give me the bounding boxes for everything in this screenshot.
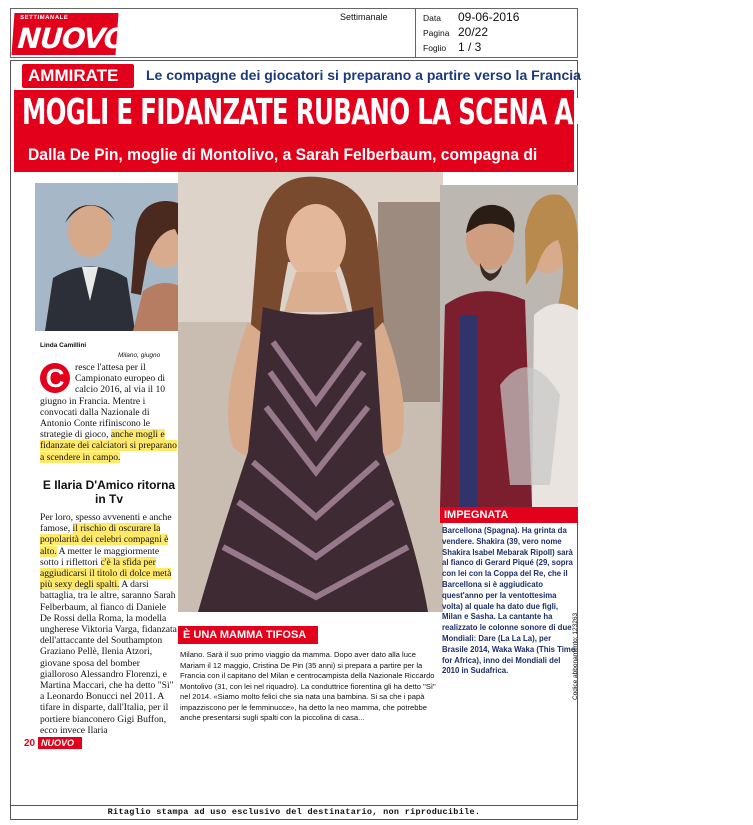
headline: MOGLI E FIDANZATE RUBANO LA SCENA AI CALCIATORI:: [22, 92, 753, 133]
caption-right-title: IMPEGNATA: [440, 507, 578, 523]
page-number: 20: [24, 738, 36, 749]
body-text-c: A darsi battaglia, tra le altre, saranno Sarah Felberbaum, al fianco di Daniele De Rossi della Roma, la modella ungherese Viktoria Varga, fidanzata dell'attaccante del Southampton Graziano Pellè, Ilenia Atzori, giovane sposa del bomber gialloroso Alessandro Florenzi, e Martina Maccari, che ha detto "Sì" a Leonardo Bonucci nel 2011. A tifare in disparte, dall'Italia, per il portiere bianconero Gigi Buffon, ecco invece Ilaria: [40, 579, 177, 736]
logo-text: NUOVO: [16, 22, 128, 55]
intro-highlight: anche mogli e fidanzate dei calciatori si preparano a scendere in campo.: [40, 429, 177, 463]
main-photo: [178, 172, 443, 612]
drop-cap: C: [40, 363, 70, 393]
kicker: Le compagne dei giocatori si preparano a partire verso la Francia: [146, 67, 581, 83]
caption-right-text: Barcellona (Spagna). Ha grinta da vendere. Shakira (39, vero nome Shakira Isabel Mebarak Ripoll) sarà al fianco di Gerard Piqué (29, sopra con lei con la Coppa del Re, che il Barcellona si è aggiudicato quest'anno per la ventottesima volta) al quale ha dato due figli, Milan e Sasha. La cantante ha realizzato le colonne sonore di due Mondiali: Dare (La La La), per Brasile 2014, Waka Waka (This Time for Africa), inno dei Mondiali del 2010 in Sudafrica.: [442, 526, 576, 676]
magazine-logo: [12, 13, 128, 55]
section-tag: AMMIRATE: [22, 64, 134, 88]
sheet-value: 1 / 3: [458, 40, 482, 54]
subhead: E Ilaria D'Amico ritorna in Tv: [42, 478, 176, 506]
page-label: Pagina: [423, 28, 450, 38]
logo-kicker: SETTIMANALE: [19, 15, 69, 21]
main-photo-illustration: [178, 172, 443, 612]
subscription-code: Codice abbonamento: 123263: [572, 612, 579, 700]
dateline: Milano, giugno: [118, 352, 161, 359]
right-photo: [440, 185, 578, 507]
footer-logo: NUOVO: [38, 737, 82, 749]
footer-notice: Ritaglio stampa ad uso esclusivo del destinatario, non riproducibile.: [107, 807, 481, 817]
intro-text: resce l'attesa per il Campionato europeo di calcio 2016, al via il 10 giugno in Francia. Mentre i convocati dalla Nazionale di Antonio Conte rifiniscono le strategie di gioco,: [40, 362, 166, 441]
body-highlight-2: c'è la sfida per aggiudicarsi il titolo di dolce metà più sexy degli spalti.: [40, 556, 172, 591]
body-paragraph: [40, 512, 178, 736]
photo-credit: Linda Camillini: [40, 342, 87, 349]
page-value: 20/22: [458, 25, 489, 39]
body-highlight-1: il rischio di oscurare la popolarità dei celebri compagni è alto.: [40, 523, 169, 557]
subheadline: Dalla De Pin, moglie di Montolivo, a Sarah Felberbaum, compagna di: [28, 145, 538, 164]
date-label: Data: [423, 13, 441, 23]
body-text-a: Per loro, spesso avvenenti e anche famose,: [40, 512, 172, 535]
frequency-label: Settimanale: [340, 12, 388, 22]
intro-paragraph: [40, 362, 178, 463]
date-value: 09-06-2016: [458, 10, 520, 24]
sheet-label: Foglio: [423, 43, 447, 53]
body-text-b: A metter le maggiormente sotto i riflettori: [40, 545, 160, 568]
right-photo-illustration: [440, 185, 578, 507]
caption-main-title: È UNA MAMMA TIFOSA: [178, 626, 318, 644]
caption-main-text: Milano. Sarà il suo primo viaggio da mamma. Dopo aver dato alla luce Mariam il 12 maggio, Cristina De Pin (35 anni) si prepara a partire per la Francia con il capitano del Milan e centrocampista della Nazionale Riccardo Montolivo (31, con lei nel riquadro). La conduttrice fiorentina gli ha detto "Sì" nel 2014. «Siamo molto felici che sia nata una bambina. Si sa che i papà impazziscono per le femminucce», ha detto la neo mamma, che potrebbe anche presentarsi sugli spalti con la piccolina di casa...: [180, 650, 436, 722]
